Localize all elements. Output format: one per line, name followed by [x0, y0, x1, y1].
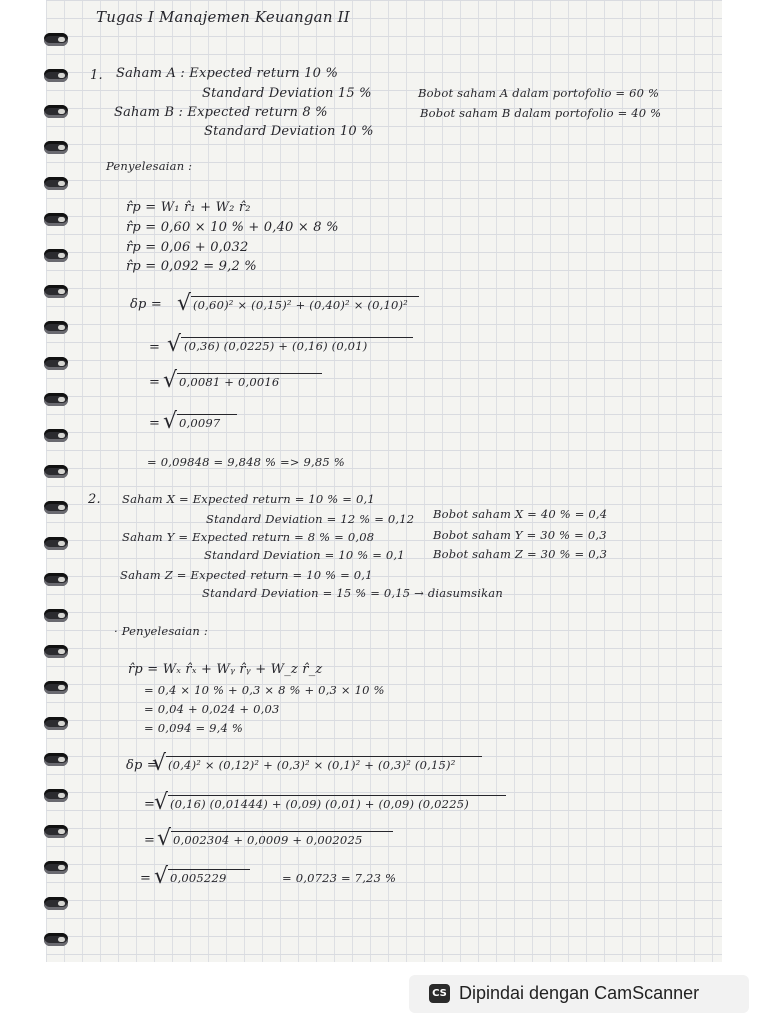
saham-y-std-dev: Standard Deviation = 10 % = 0,1: [204, 548, 405, 562]
spiral-ring: [44, 861, 68, 874]
question-2-number: 2.: [88, 492, 101, 507]
rp-line: r̂p = 0,06 + 0,032: [126, 240, 249, 255]
bobot-saham-b: Bobot saham B dalam portofolio = 40 %: [420, 106, 662, 120]
equals-sign: =: [149, 340, 161, 355]
sd-line: (0,4)² × (0,12)² + (0,3)² × (0,1)² + (0,3)² (0,15)²: [168, 758, 456, 772]
spiral-ring: [44, 825, 68, 838]
sd-line: (0,16) (0,01444) + (0,09) (0,01) + (0,09) (0,0225): [170, 797, 469, 811]
rp-line: r̂p = Wₓ r̂ₓ + Wᵧ r̂ᵧ + W_z r̂_z: [128, 662, 323, 677]
camscanner-label: Dipindai dengan CamScanner: [459, 983, 700, 1003]
spiral-ring: [44, 717, 68, 730]
spiral-ring: [44, 537, 68, 550]
equals-sign: =: [144, 833, 156, 848]
spiral-ring: [44, 753, 68, 766]
camscanner-logo: CS: [429, 984, 450, 1003]
notebook-page: [46, 0, 722, 962]
sd-line: 0,002304 + 0,0009 + 0,002025: [173, 833, 363, 847]
equals-sign: =: [144, 797, 156, 812]
spiral-ring: [44, 321, 68, 334]
spiral-ring: [44, 393, 68, 406]
rp-line: = 0,04 + 0,024 + 0,03: [144, 702, 280, 716]
penyelesaian-1-heading: Penyelesaian :: [106, 159, 193, 173]
rp-line: r̂p = 0,092 = 9,2 %: [126, 259, 257, 274]
bobot-saham-x: Bobot saham X = 40 % = 0,4: [433, 507, 608, 521]
spiral-ring: [44, 213, 68, 226]
camscanner-stamp: [409, 975, 749, 1013]
spiral-ring: [44, 789, 68, 802]
sd-line: 0,005229: [170, 871, 227, 885]
spiral-ring: [44, 429, 68, 442]
spiral-ring: [44, 177, 68, 190]
question-1-number: 1.: [90, 68, 103, 83]
sd-line: (0,36) (0,0225) + (0,16) (0,01): [184, 339, 368, 353]
rp-line: r̂p = W₁ r̂₁ + W₂ r̂₂: [126, 200, 251, 215]
spiral-ring: [44, 573, 68, 586]
sd-line: (0,60)² × (0,15)² + (0,40)² × (0,10)²: [193, 298, 408, 312]
spiral-ring: [44, 501, 68, 514]
page-title: Tugas I Manajemen Keuangan II: [96, 8, 350, 26]
saham-b-std-dev: Standard Deviation 10 %: [204, 124, 374, 139]
sd-line: 0,0081 + 0,0016: [179, 375, 280, 389]
sd-label: δp =: [130, 297, 162, 312]
spiral-ring: [44, 681, 68, 694]
spiral-ring: [44, 897, 68, 910]
spiral-ring: [44, 357, 68, 370]
saham-z-expected-return: Saham Z = Expected return = 10 % = 0,1: [120, 568, 373, 582]
saham-x-std-dev: Standard Deviation = 12 % = 0,12: [206, 512, 415, 526]
saham-y-expected-return: Saham Y = Expected return = 8 % = 0,08: [122, 530, 375, 544]
equals-sign: =: [149, 375, 161, 390]
saham-a-expected-return: Saham A : Expected return 10 %: [116, 66, 339, 81]
saham-b-expected-return: Saham B : Expected return 8 %: [114, 105, 328, 120]
rp-line: = 0,094 = 9,4 %: [144, 721, 244, 735]
penyelesaian-2-heading: · Penyelesaian :: [114, 624, 208, 638]
spiral-ring: [44, 249, 68, 262]
spiral-ring: [44, 141, 68, 154]
spiral-ring: [44, 933, 68, 946]
spiral-ring: [44, 465, 68, 478]
bobot-saham-a: Bobot saham A dalam portofolio = 60 %: [418, 86, 660, 100]
rp-line: r̂p = 0,60 × 10 % + 0,40 × 8 %: [126, 220, 339, 235]
rp-line: = 0,4 × 10 % + 0,3 × 8 % + 0,3 × 10 %: [144, 683, 385, 697]
saham-a-std-dev: Standard Deviation 15 %: [202, 86, 372, 101]
spiral-ring: [44, 609, 68, 622]
spiral-ring: [44, 285, 68, 298]
spiral-ring: [44, 645, 68, 658]
bobot-saham-y: Bobot saham Y = 30 % = 0,3: [433, 528, 607, 542]
bobot-saham-z: Bobot saham Z = 30 % = 0,3: [433, 547, 608, 561]
sd-label: δp =: [126, 758, 158, 773]
spiral-ring: [44, 33, 68, 46]
spiral-ring: [44, 69, 68, 82]
sd-line: 0,0097: [179, 416, 221, 430]
sd-result: = 0,09848 = 9,848 % => 9,85 %: [147, 455, 345, 469]
equals-sign: =: [140, 871, 152, 886]
equals-sign: =: [149, 416, 161, 431]
spiral-ring: [44, 105, 68, 118]
saham-x-expected-return: Saham X = Expected return = 10 % = 0,1: [122, 492, 375, 506]
saham-z-std-dev: Standard Deviation = 15 % = 0,15 → diasumsikan: [202, 586, 503, 600]
sd-result: = 0,0723 = 7,23 %: [282, 871, 397, 885]
